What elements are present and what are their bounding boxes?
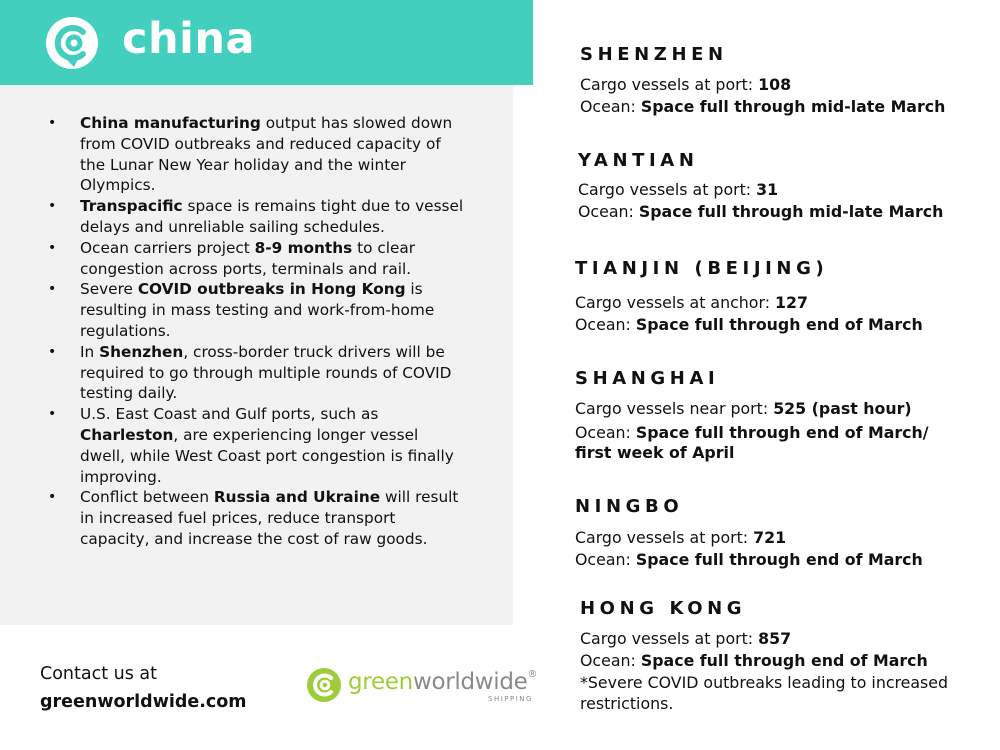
cargo-line: Cargo vessels at port: 31: [578, 180, 779, 199]
bullet-item: • U.S. East Coast and Gulf ports, such as Charleston, are experiencing longer vessel dwell, while West Coast port congestion is finally improving.: [44, 404, 464, 487]
bullet-item: • Severe COVID outbreaks in Hong Kong is resulting in mass testing and work-from-home regulations.: [44, 279, 464, 341]
contact-website-link[interactable]: greenworldwide.com: [40, 692, 247, 712]
port-name: SHANGHAI: [575, 368, 720, 389]
header-banner: [0, 0, 533, 85]
cargo-line: Cargo vessels at port: 857: [580, 629, 792, 648]
port-name: HONG KONG: [580, 598, 747, 619]
brand-subtitle: SHIPPING: [488, 695, 533, 703]
summary-bullet-list: [44, 113, 464, 550]
port-card-shenzhen: [580, 44, 990, 118]
port-card-tianjin: [575, 258, 985, 336]
port-name: TIANJIN (BEIJING): [575, 258, 829, 279]
bullet-item: • Ocean carriers project 8-9 months to clear congestion across ports, terminals and rail.: [44, 238, 464, 280]
cargo-line: Cargo vessels near port: 525 (past hour): [575, 399, 912, 418]
page-title: china: [122, 14, 255, 64]
ocean-line: Ocean: Space full through end of March: [575, 315, 923, 334]
cargo-line: Cargo vessels at anchor: 127: [575, 293, 809, 312]
brand-logo-icon: [44, 15, 100, 71]
contact-label: Contact us at: [40, 664, 158, 684]
ocean-line: Ocean: Space full through mid-late March: [578, 202, 944, 221]
port-card-ningbo: [575, 496, 985, 571]
bullet-item: • In Shenzhen, cross-border truck drivers will be required to go through multiple rounds of COVID testing daily.: [44, 342, 464, 404]
port-name: SHENZHEN: [580, 44, 728, 65]
ocean-line: Ocean: Space full through end of March/ first week of April: [575, 423, 929, 462]
contact-block: [40, 660, 247, 716]
bullet-item: • Transpacific space is remains tight due to vessel delays and unreliable sailing schedules.: [44, 196, 464, 238]
port-card-hong-kong: [580, 598, 960, 714]
cargo-line: Cargo vessels at port: 108: [580, 75, 792, 94]
bullet-item: • Conflict between Russia and Ukraine will result in increased fuel prices, reduce transport capacity, and increase the cost of raw goods.: [44, 487, 464, 549]
port-card-yantian: [578, 150, 988, 223]
brand-footer-logo: [306, 667, 556, 707]
ocean-line: Ocean: Space full through mid-late March: [580, 97, 946, 116]
bullet-item: • China manufacturing output has slowed down from COVID outbreaks and reduced capacity of the Lunar New Year holiday and the winter Olympics.: [44, 113, 464, 196]
ocean-line: Ocean: Space full through end of March: [580, 651, 928, 670]
port-note: *Severe COVID outbreaks leading to increased restrictions.: [580, 673, 949, 713]
port-name: NINGBO: [575, 496, 684, 517]
brand-wordmark: greenworldwide®: [348, 669, 538, 695]
cargo-line: Cargo vessels at port: 721: [575, 528, 787, 547]
brand-mark-icon: [306, 667, 342, 703]
ocean-line: Ocean: Space full through end of March: [575, 550, 923, 569]
port-name: YANTIAN: [578, 150, 699, 171]
port-card-shanghai: [575, 368, 955, 463]
